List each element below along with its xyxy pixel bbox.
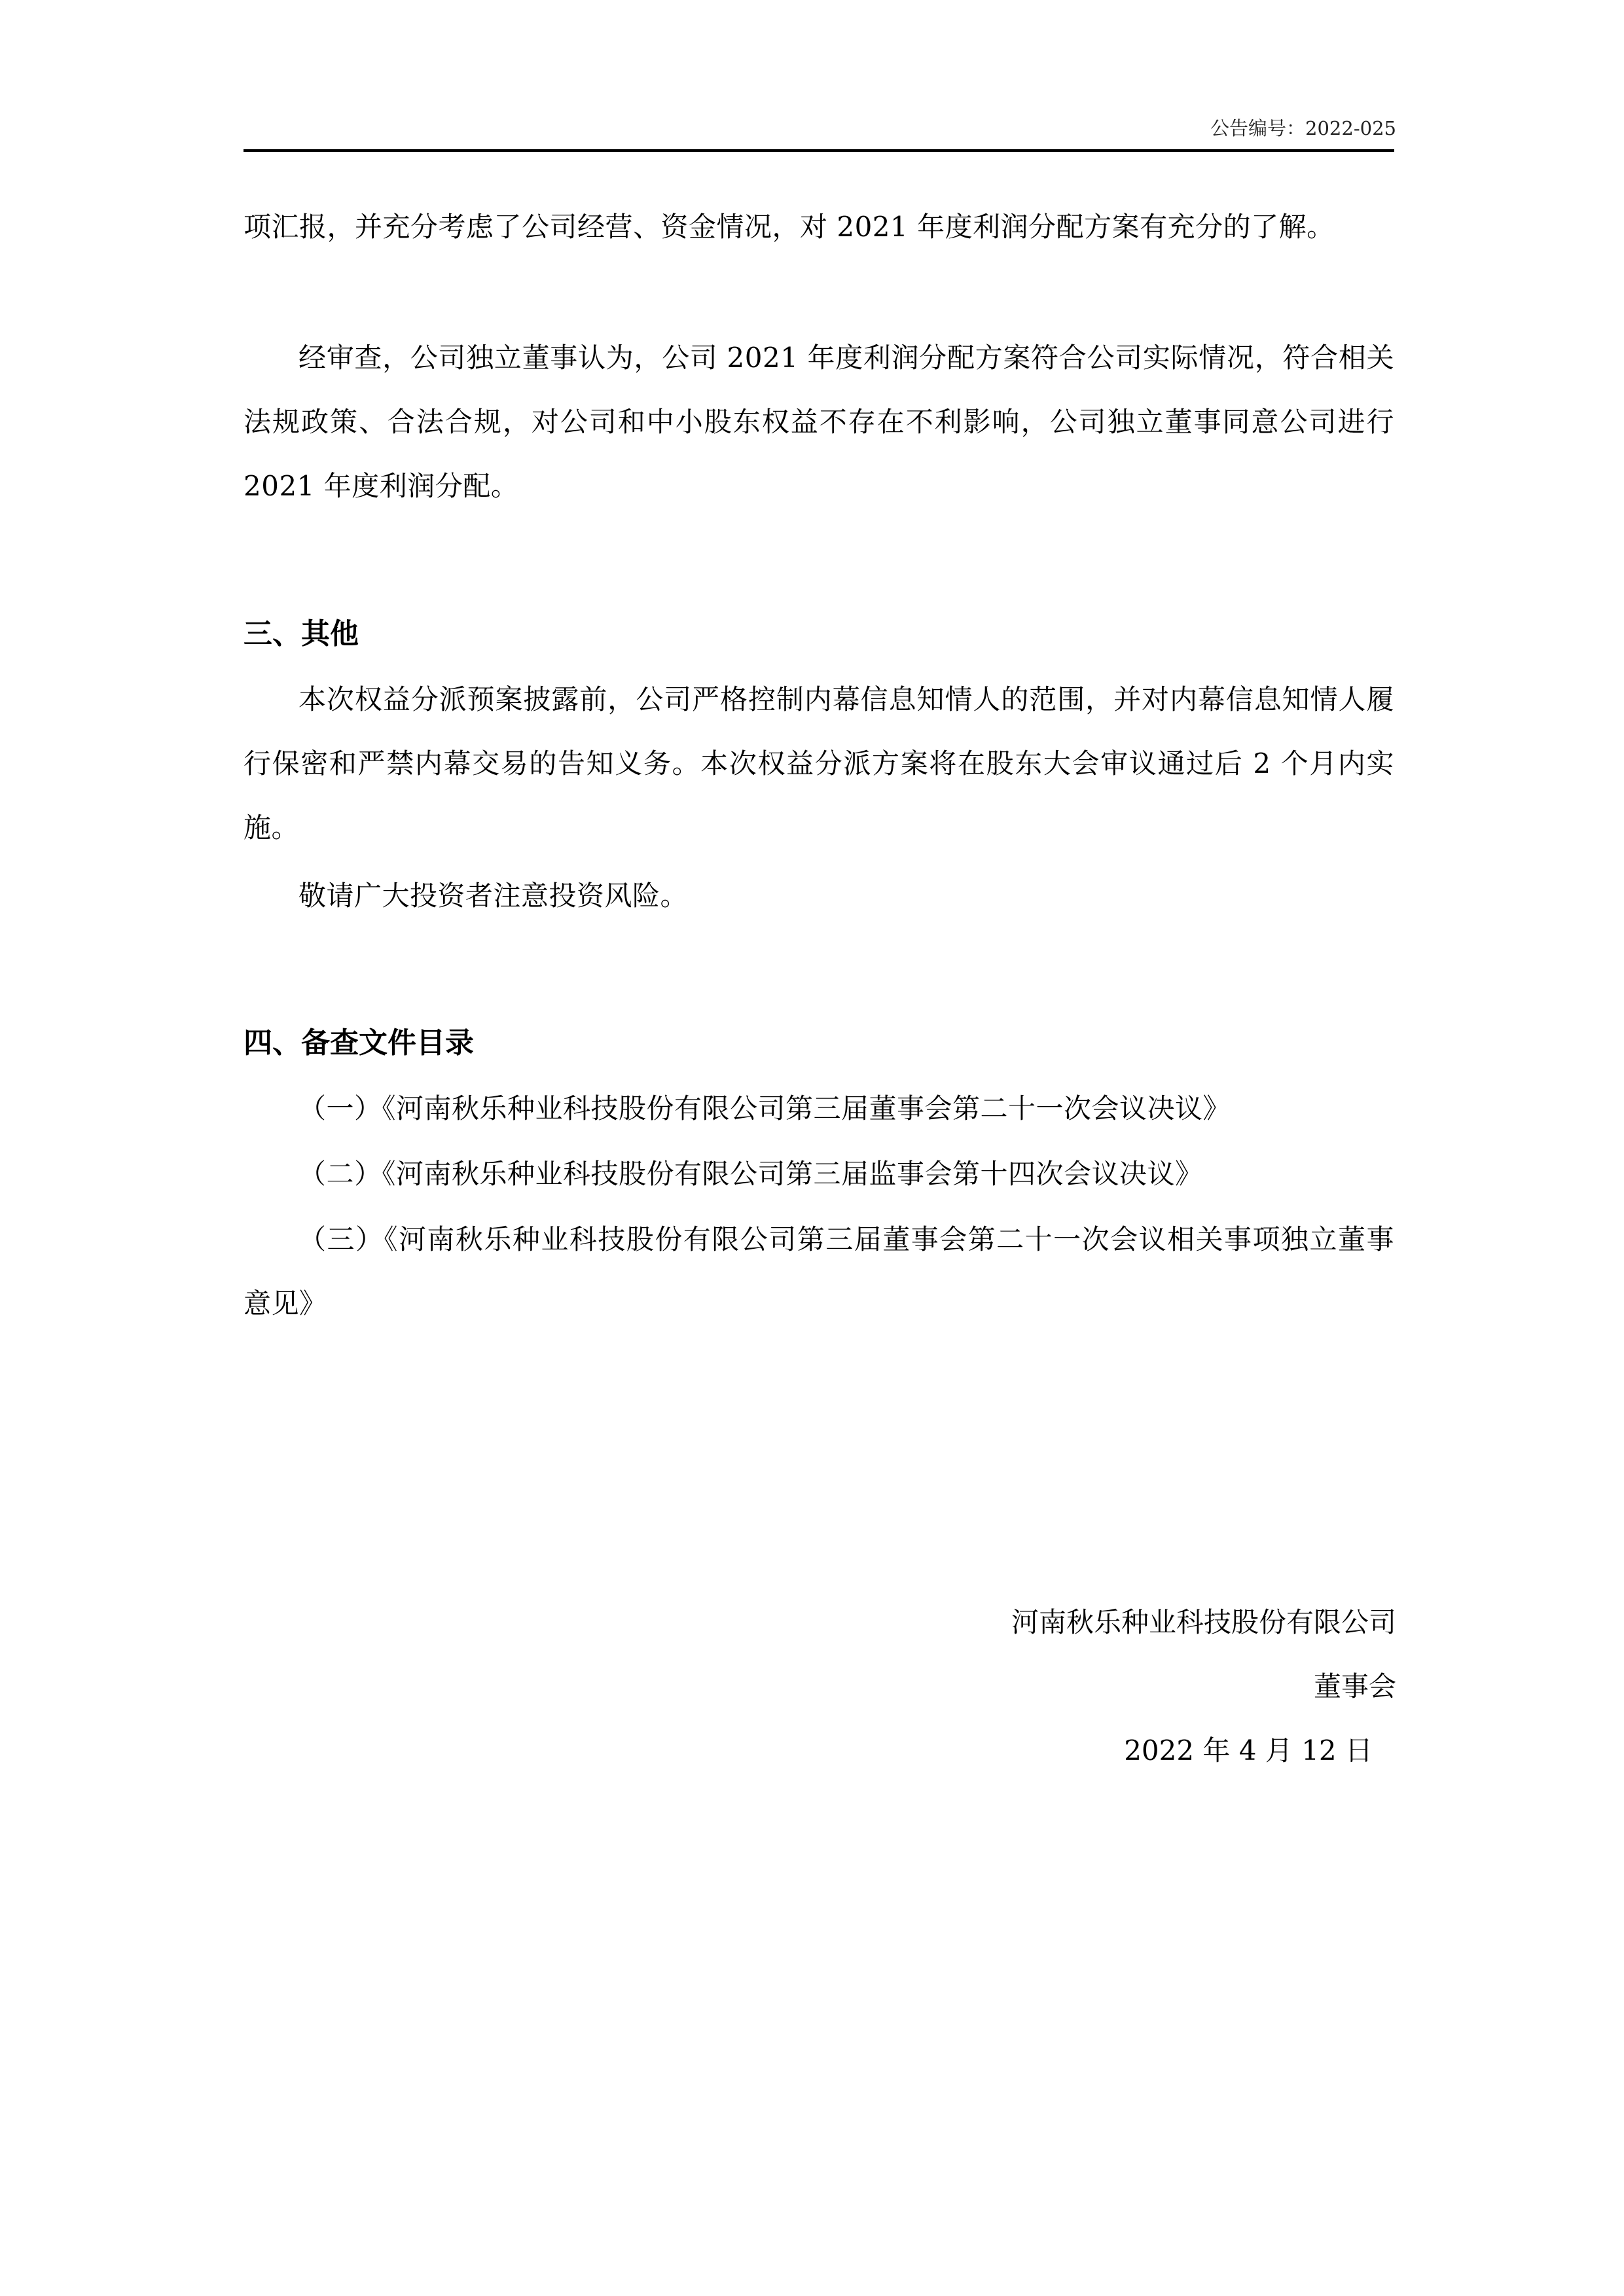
reference-item-2: （二）《河南秋乐种业科技股份有限公司第三届监事会第十四次会议决议》 [298, 1158, 1203, 1190]
section3-paragraph-1: 本次权益分派预案披露前，公司严格控制内幕信息知情人的范围，并对内幕信息知情人履行保密和严禁内幕交易的告知义务。本次权益分派方案将在股东大会审议通过后 2 个月内实施。 [244, 683, 1394, 844]
signature-company: 河南秋乐种业科技股份有限公司 [1011, 1606, 1396, 1638]
section3-paragraph-2: 敬请广大投资者注意投资风险。 [298, 880, 689, 912]
announcement-code: 公告编号：2022-025 [1210, 117, 1396, 139]
section2-paragraph-1: 项汇报，并充分考虑了公司经营、资金情况，对 2021 年度利润分配方案有充分的了解。 [244, 211, 1335, 243]
signature-board: 董事会 [1313, 1670, 1396, 1702]
section2-paragraph-2: 经审查，公司独立董事认为，公司 2021 年度利润分配方案符合公司实际情况，符合相关法规政策、合法合规，对公司和中小股东权益不存在不利影响，公司独立董事同意公司进行 2021 年度利润分配。 [244, 342, 1394, 502]
signature-date: 2022 年 4 月 12 日 [1124, 1734, 1373, 1767]
reference-item-1: （一）《河南秋乐种业科技股份有限公司第三届董事会第二十一次会议决议》 [298, 1092, 1231, 1124]
section4-heading: 四、备查文件目录 [244, 1026, 474, 1060]
section3-heading: 三、其他 [244, 617, 359, 651]
reference-item-3: （三）《河南秋乐种业科技股份有限公司第三届董事会第二十一次会议相关事项独立董事意见》 [244, 1223, 1394, 1319]
header-divider [244, 149, 1394, 152]
